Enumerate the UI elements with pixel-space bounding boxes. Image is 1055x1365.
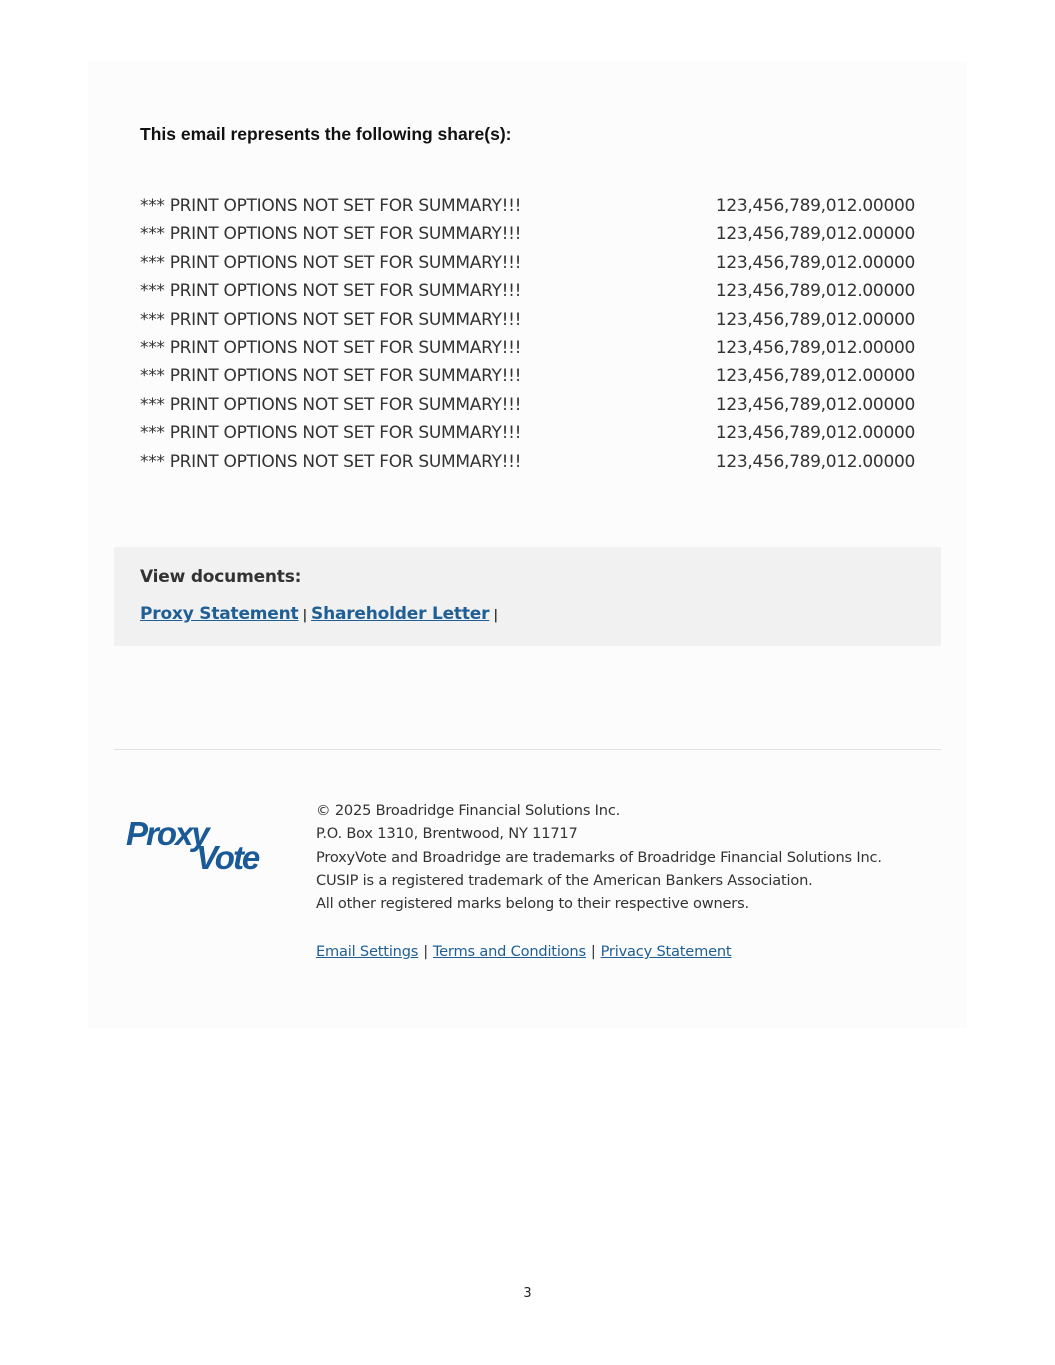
share-amount: 123,456,789,012.00000 bbox=[715, 366, 915, 387]
share-row bbox=[140, 249, 915, 277]
privacy-statement-link[interactable]: Privacy Statement bbox=[600, 943, 732, 960]
page-number: 3 bbox=[523, 1286, 532, 1301]
trademark-line: ProxyVote and Broadridge are trademarks of Broadridge Financial Solutions Inc. bbox=[316, 848, 882, 866]
share-amount: 123,456,789,012.00000 bbox=[715, 337, 915, 358]
share-row bbox=[140, 277, 915, 305]
view-documents-title: View documents: bbox=[140, 567, 302, 587]
share-row bbox=[140, 448, 915, 476]
copyright-line: © 2025 Broadridge Financial Solutions Inc. bbox=[316, 802, 621, 819]
terms-link[interactable]: Terms and Conditions bbox=[432, 943, 586, 960]
share-label: *** PRINT OPTIONS NOT SET FOR SUMMARY!!! bbox=[140, 281, 522, 302]
view-documents-panel bbox=[114, 547, 941, 646]
share-amount: 123,456,789,012.00000 bbox=[715, 252, 915, 273]
share-amount: 123,456,789,012.00000 bbox=[715, 394, 915, 415]
share-amount: 123,456,789,012.00000 bbox=[715, 224, 915, 245]
cusip-line: CUSIP is a registered trademark of the American Bankers Association. bbox=[316, 871, 813, 889]
share-amount: 123,456,789,012.00000 bbox=[715, 451, 915, 472]
logo-proxy-text: Proxy bbox=[126, 818, 208, 852]
email-settings-link[interactable]: Email Settings bbox=[316, 943, 419, 960]
link-separator: | bbox=[493, 608, 498, 623]
share-amount: 123,456,789,012.00000 bbox=[715, 309, 915, 330]
share-row bbox=[140, 391, 915, 419]
share-label: *** PRINT OPTIONS NOT SET FOR SUMMARY!!! bbox=[140, 309, 522, 330]
share-label: *** PRINT OPTIONS NOT SET FOR SUMMARY!!! bbox=[140, 394, 522, 415]
link-separator: | bbox=[302, 608, 308, 623]
share-label: *** PRINT OPTIONS NOT SET FOR SUMMARY!!! bbox=[140, 252, 522, 273]
link-separator: | bbox=[423, 943, 428, 960]
share-amount: 123,456,789,012.00000 bbox=[715, 281, 915, 302]
shareholder-letter-link[interactable]: Shareholder Letter bbox=[311, 604, 490, 624]
share-label: *** PRINT OPTIONS NOT SET FOR SUMMARY!!! bbox=[140, 423, 522, 444]
proxyvote-logo bbox=[126, 818, 286, 878]
share-row bbox=[140, 362, 915, 390]
share-label: *** PRINT OPTIONS NOT SET FOR SUMMARY!!! bbox=[140, 451, 522, 472]
share-amount: 123,456,789,012.00000 bbox=[715, 196, 915, 216]
other-marks-line: All other registered marks belong to their respective owners. bbox=[316, 895, 749, 913]
address-line: P.O. Box 1310, Brentwood, NY 11717 bbox=[316, 825, 578, 843]
share-row bbox=[140, 192, 915, 220]
footer-links bbox=[316, 943, 731, 960]
email-card bbox=[88, 62, 967, 1028]
logo-vote-text: Vote bbox=[196, 839, 259, 876]
share-row bbox=[140, 220, 915, 248]
footer-divider bbox=[114, 749, 941, 750]
proxy-statement-link[interactable]: Proxy Statement bbox=[140, 604, 299, 624]
shares-list bbox=[140, 192, 915, 476]
share-label: *** PRINT OPTIONS NOT SET FOR SUMMARY!!! bbox=[140, 196, 522, 216]
share-row bbox=[140, 334, 915, 362]
share-amount: 123,456,789,012.00000 bbox=[715, 423, 915, 444]
document-links bbox=[140, 604, 502, 624]
shares-heading: This email represents the following share(s): bbox=[140, 124, 512, 144]
share-label: *** PRINT OPTIONS NOT SET FOR SUMMARY!!! bbox=[140, 337, 522, 358]
share-label: *** PRINT OPTIONS NOT SET FOR SUMMARY!!! bbox=[140, 224, 522, 245]
footer-legal-text bbox=[316, 799, 882, 915]
share-row bbox=[140, 419, 915, 447]
share-label: *** PRINT OPTIONS NOT SET FOR SUMMARY!!! bbox=[140, 366, 522, 387]
link-separator: | bbox=[590, 943, 596, 960]
share-row bbox=[140, 306, 915, 334]
